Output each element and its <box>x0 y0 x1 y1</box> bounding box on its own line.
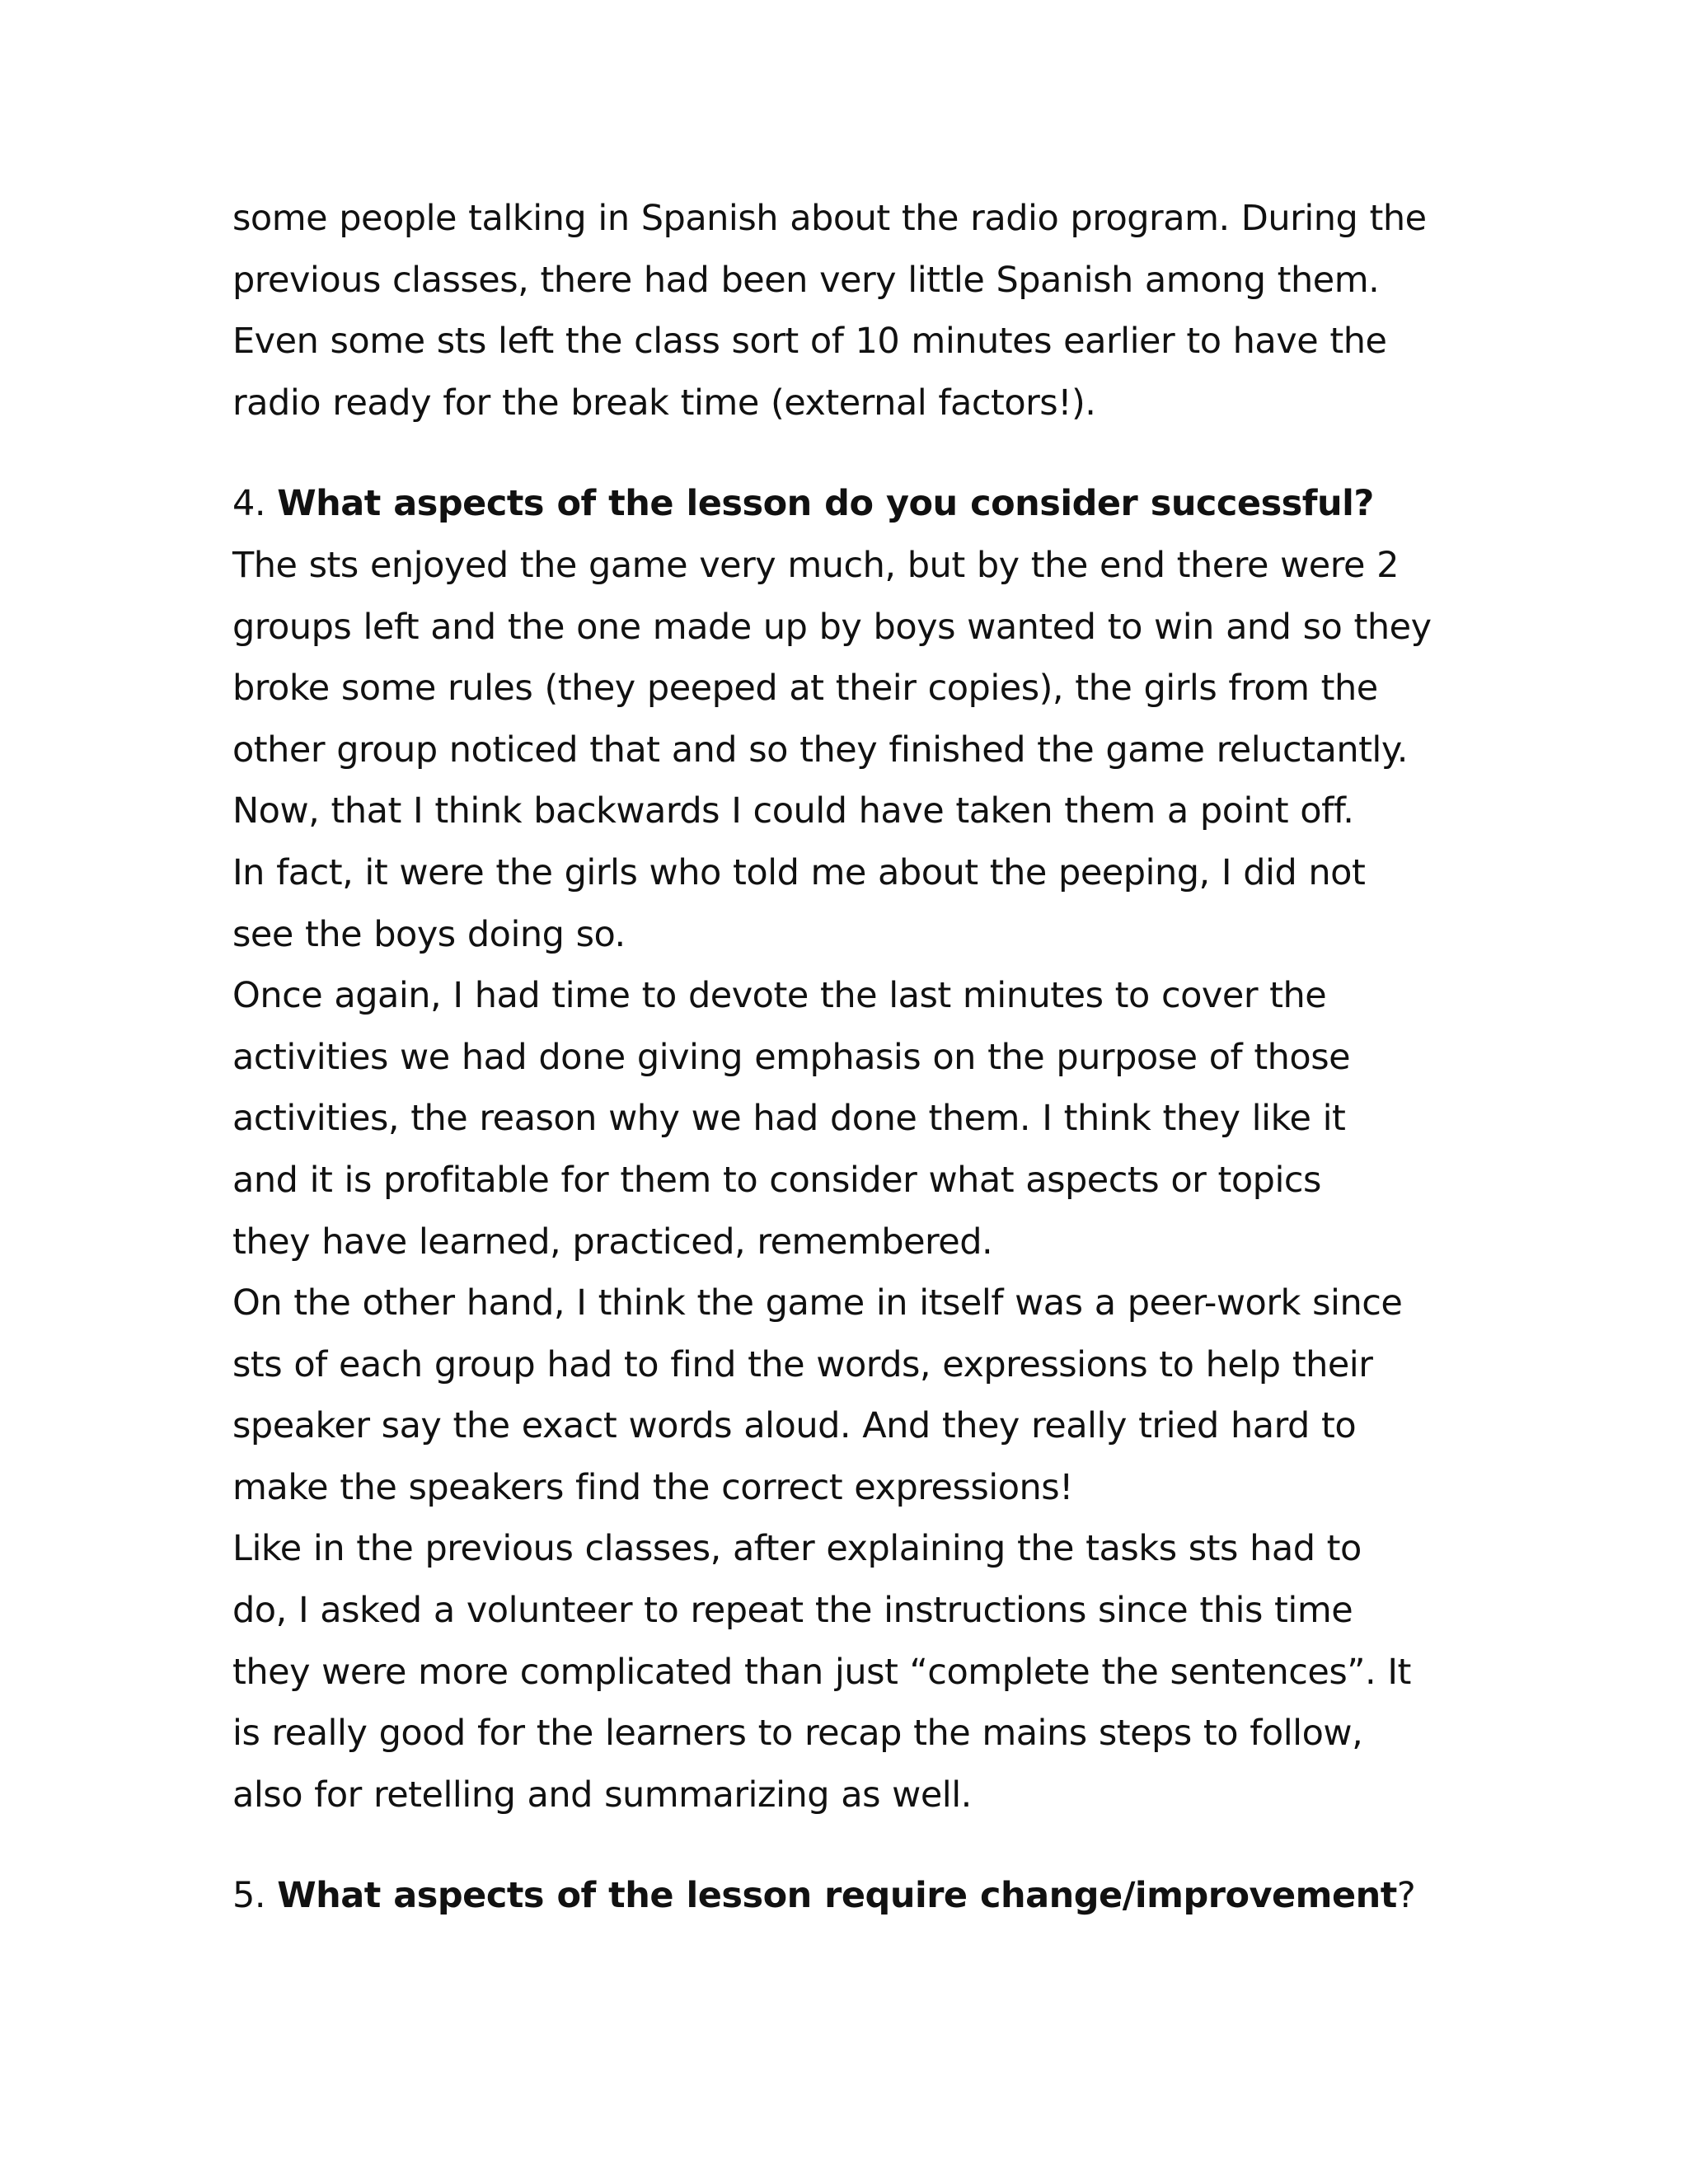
text-line: they have learned, practiced, remembered. <box>232 1221 993 1263</box>
text-line: groups left and the one made up by boys wanted to win and so they <box>232 606 1432 648</box>
text-line: activities, the reason why we had done them. I think they like it <box>232 1098 1346 1140</box>
text-line: Even some sts left the class sort of 10 minutes earlier to have the <box>232 321 1387 363</box>
text-line: also for retelling and summarizing as well. <box>232 1774 972 1816</box>
text-line: some people talking in Spanish about the radio program. During the <box>232 198 1427 239</box>
paragraph-gap <box>232 434 1469 473</box>
text-line: speaker say the exact words aloud. And they really tried hard to <box>232 1405 1357 1447</box>
text-line: previous classes, there had been very little Spanish among them. <box>232 259 1380 301</box>
text-line: make the speakers find the correct expressions! <box>232 1466 1073 1508</box>
text-line: is really good for the learners to recap the mains steps to follow, <box>232 1713 1363 1755</box>
text-line: do, I asked a volunteer to repeat the instructions since this time <box>232 1590 1353 1632</box>
text-line: Once again, I had time to devote the last minutes to cover the <box>232 975 1327 1017</box>
text-line: and it is profitable for them to consider what aspects or topics <box>232 1159 1321 1201</box>
section-5-question-mark: ? <box>1396 1875 1416 1917</box>
text-line: Like in the previous classes, after explaining the tasks sts had to <box>232 1528 1362 1570</box>
section-4-number: 4. <box>232 483 266 525</box>
text-line: they were more complicated than just “complete the sentences”. It <box>232 1651 1411 1693</box>
section-5-number: 5. <box>232 1875 266 1917</box>
section-4-heading <box>232 473 1469 535</box>
section-4-question: What aspects of the lesson do you consider successful? <box>277 483 1374 525</box>
text-line: In fact, it were the girls who told me about the peeping, I did not <box>232 851 1366 893</box>
text-line: On the other hand, I think the game in itself was a peer-work since <box>232 1282 1403 1324</box>
section-4 <box>232 473 1469 1825</box>
text-line: Now, that I think backwards I could have taken them a point off. <box>232 790 1354 832</box>
section-5-heading <box>232 1865 1469 1927</box>
text-line: radio ready for the break time (external factors!). <box>232 382 1096 424</box>
section-5-question: What aspects of the lesson require change/improvement <box>277 1875 1397 1917</box>
document-body <box>232 188 1469 1927</box>
text-line: broke some rules (they peeped at their copies), the girls from the <box>232 668 1378 710</box>
intro-paragraph <box>232 188 1469 434</box>
text-line: other group noticed that and so they finished the game reluctantly. <box>232 729 1408 771</box>
paragraph-gap <box>232 1825 1469 1865</box>
text-line: see the boys doing so. <box>232 913 626 955</box>
text-line: activities we had done giving emphasis on the purpose of those <box>232 1036 1351 1078</box>
text-line: sts of each group had to find the words, expressions to help their <box>232 1343 1373 1385</box>
text-line: The sts enjoyed the game very much, but by the end there were 2 <box>232 544 1399 586</box>
section-5 <box>232 1865 1469 1927</box>
